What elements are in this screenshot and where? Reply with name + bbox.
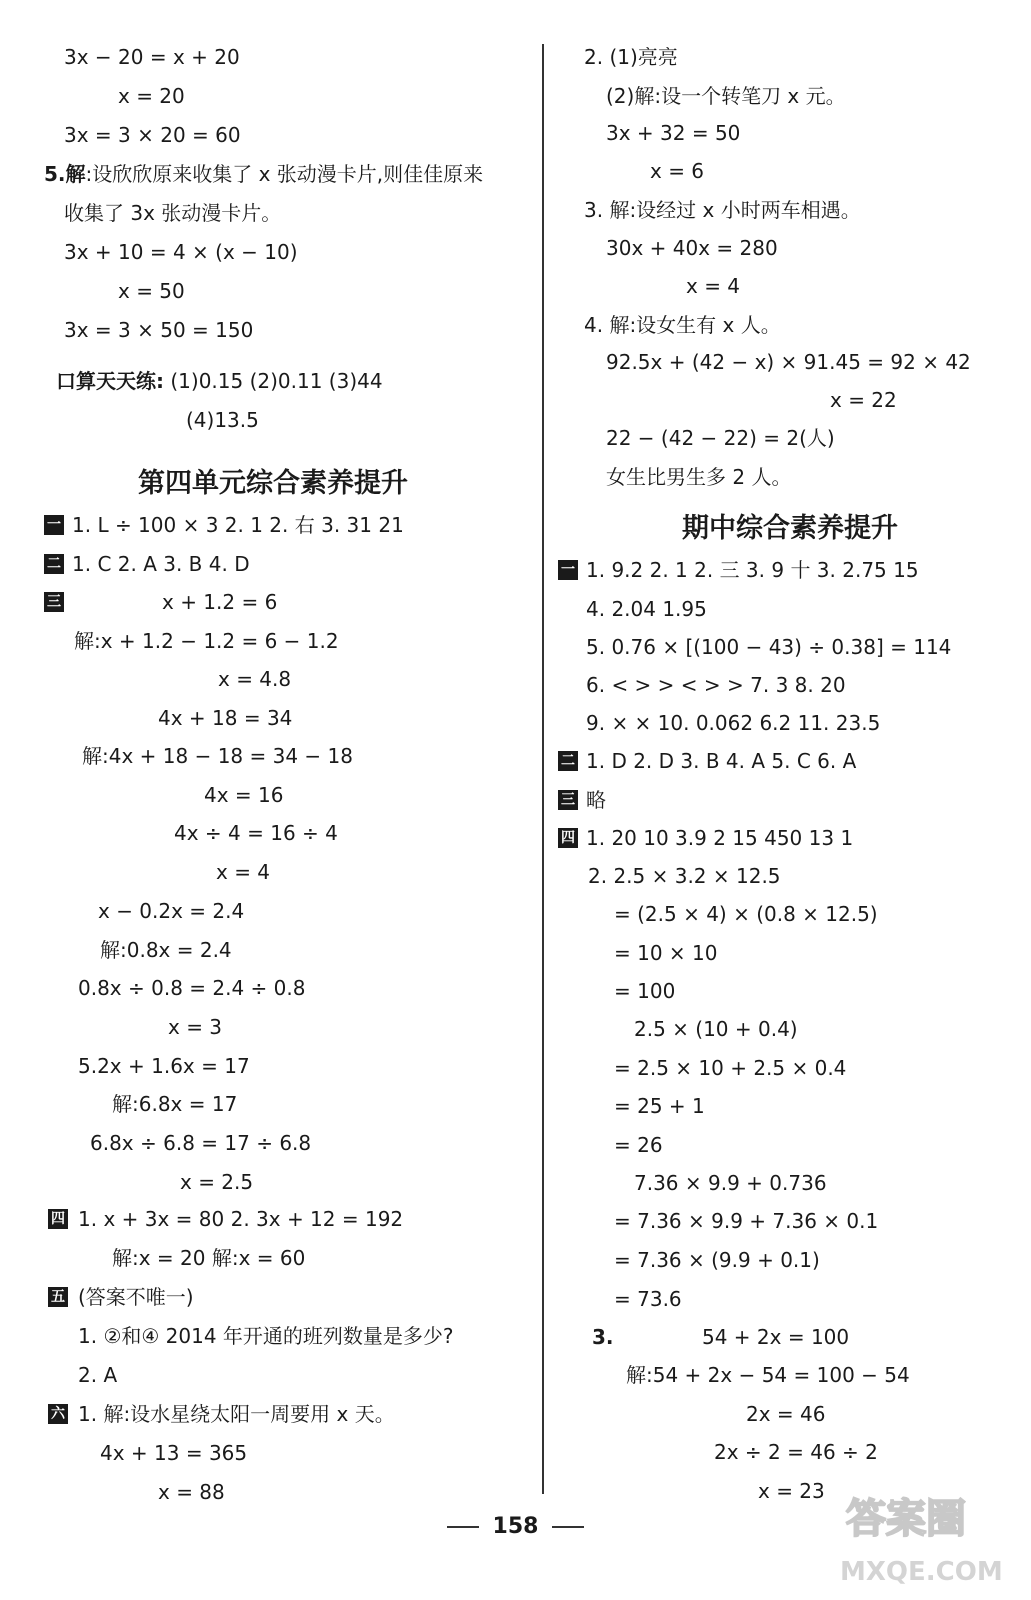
answer-line: 2. (1)亮亮 (584, 45, 678, 69)
answer-line: 1. x + 3x = 80 2. 3x + 12 = 192 (78, 1207, 404, 1231)
column-divider (542, 44, 544, 1494)
problem-number: 5. (44, 162, 66, 186)
watermark-url: MXQE.COM (840, 1557, 1003, 1587)
section-box-2: 二 (44, 554, 64, 574)
eq-line: 3x − 20 = x + 20 (64, 45, 240, 69)
section-box-3: 三 (44, 592, 64, 612)
kousuan-line (56, 368, 383, 394)
eq-line: x = 4 (686, 274, 741, 298)
kousuan-answers: (4)13.5 (186, 408, 259, 432)
eq-line: 2x ÷ 2 = 46 ÷ 2 (714, 1440, 878, 1464)
eq-line: 解:x + 1.2 − 1.2 = 6 − 1.2 (74, 629, 339, 653)
problem-number: 3. (592, 1325, 614, 1349)
calc-line: = 2.5 × 10 + 2.5 × 0.4 (614, 1056, 847, 1080)
calc-line: = 73.6 (614, 1287, 682, 1311)
calc-line: 7.36 × 9.9 + 0.736 (634, 1171, 827, 1195)
watermark-logo (836, 1480, 1016, 1590)
answer-line: 4. 2.04 1.95 (586, 597, 707, 621)
eq-line: 4x + 18 = 34 (158, 706, 293, 730)
answer-line: 1. C 2. A 3. B 4. D (72, 552, 250, 576)
answer-line: 1. ②和④ 2014 年开通的班列数量是多少? (78, 1324, 454, 1348)
eq-line: x = 6 (650, 159, 705, 183)
calc-line: = 25 + 1 (614, 1094, 705, 1118)
section-box-5: 五 (48, 1287, 68, 1307)
answer-line: 1. L ÷ 100 × 3 2. 1 2. 右 3. 31 21 (72, 513, 404, 537)
eq-line: 0.8x ÷ 0.8 = 2.4 ÷ 0.8 (78, 976, 306, 1000)
eq-line: x = 88 (158, 1480, 225, 1504)
eq-line: 30x + 40x = 280 (606, 236, 778, 260)
problem-5 (44, 161, 483, 187)
eq-line: x = 23 (758, 1479, 825, 1503)
calc-line: = 7.36 × (9.9 + 0.1) (614, 1248, 820, 1272)
eq-line: x = 3 (168, 1015, 223, 1039)
watermark-text: 答案圈 (846, 1496, 966, 1542)
answer-line: 6. < > > < > > 7. 3 8. 20 (586, 673, 846, 697)
answer-line: 5. 0.76 × [(100 − 43) ÷ 0.38] = 114 (586, 635, 952, 659)
page-dash (447, 1526, 479, 1528)
answer-line: 9. × × 10. 0.062 6.2 11. 23.5 (586, 711, 881, 735)
midterm-title: 期中综合素养提升 (682, 513, 898, 544)
answer-line: 1. 解:设水星绕太阳一周要用 x 天。 (78, 1402, 395, 1426)
eq-line: 3x = 3 × 20 = 60 (64, 123, 241, 147)
problem-text: 收集了 3x 张动漫卡片。 (64, 201, 282, 225)
section-box-4: 四 (558, 828, 578, 848)
eq-line: 4x + 13 = 365 (100, 1441, 248, 1465)
eq-line: 54 + 2x = 100 (702, 1325, 850, 1349)
eq-line: x = 20 (118, 84, 185, 108)
calc-line: = 100 (614, 979, 676, 1003)
answer-line: 2. A (78, 1363, 118, 1387)
answer-line: (2)解:设一个转笔刀 x 元。 (606, 84, 846, 108)
kousuan-label: 口算天天练: (56, 369, 164, 393)
eq-line: 6.8x ÷ 6.8 = 17 ÷ 6.8 (90, 1131, 312, 1155)
page-dash (552, 1526, 584, 1528)
answer-line: 3. 解:设经过 x 小时两车相遇。 (584, 198, 861, 222)
eq-line: 5.2x + 1.6x = 17 (78, 1054, 250, 1078)
eq-line: 3x + 10 = 4 × (x − 10) (64, 240, 298, 264)
section-box-1: 一 (44, 515, 64, 535)
section-box-2: 二 (558, 751, 578, 771)
eq-line: 92.5x + (42 − x) × 91.45 = 92 × 42 (606, 350, 971, 374)
calc-line: = 26 (614, 1133, 663, 1157)
answer-line: 1. D 2. D 3. B 4. A 5. C 6. A (586, 749, 857, 773)
eq-line: x − 0.2x = 2.4 (98, 899, 245, 923)
section-box-4: 四 (48, 1209, 68, 1229)
eq-line: x = 2.5 (180, 1170, 254, 1194)
eq-line: 4x = 16 (204, 783, 284, 807)
eq-line: 解:0.8x = 2.4 (100, 938, 232, 962)
calc-line: = 10 × 10 (614, 941, 718, 965)
eq-line: 22 − (42 − 22) = 2(人) (606, 426, 835, 450)
answer-line: 1. 9.2 2. 1 2. 三 3. 9 十 3. 2.75 15 (586, 558, 919, 582)
answer-line: 略 (586, 788, 606, 812)
problem-text: :设欣欣原来收集了 x 张动漫卡片,则佳佳原来 (85, 162, 484, 186)
eq-line: x = 4.8 (218, 667, 292, 691)
eq-line: 4x ÷ 4 = 16 ÷ 4 (174, 821, 338, 845)
kousuan-answers: (1)0.15 (2)0.11 (3)44 (170, 369, 383, 393)
answer-line: 1. 20 10 3.9 2 15 450 13 1 (586, 826, 854, 850)
calc-line: = (2.5 × 4) × (0.8 × 12.5) (614, 902, 878, 926)
calc-line: 2. 2.5 × 3.2 × 12.5 (588, 864, 781, 888)
eq-line: x + 1.2 = 6 (162, 590, 278, 614)
eq-line: 2x = 46 (746, 1402, 826, 1426)
answer-line: 女生比男生多 2 人。 (606, 465, 792, 489)
section-box-6: 六 (48, 1404, 68, 1424)
eq-line: x = 4 (216, 860, 271, 884)
eq-line: 解:54 + 2x − 54 = 100 − 54 (626, 1363, 910, 1387)
eq-line: 3x + 32 = 50 (606, 121, 741, 145)
eq-line: 3x = 3 × 50 = 150 (64, 318, 254, 342)
section-box-1: 一 (558, 560, 578, 580)
answer-line: 4. 解:设女生有 x 人。 (584, 313, 781, 337)
unit4-title: 第四单元综合素养提升 (138, 468, 408, 499)
solve-keyword: 解 (65, 162, 86, 186)
eq-line: 解:6.8x = 17 (112, 1092, 238, 1116)
calc-line: = 7.36 × 9.9 + 7.36 × 0.1 (614, 1209, 879, 1233)
eq-line: x = 50 (118, 279, 185, 303)
calc-line: 2.5 × (10 + 0.4) (634, 1017, 798, 1041)
eq-line: x = 22 (830, 388, 897, 412)
answer-line: 解:x = 20 解:x = 60 (112, 1246, 306, 1270)
page-number-value: 158 (492, 1514, 539, 1539)
section-note: (答案不唯一) (78, 1285, 194, 1309)
section-box-3: 三 (558, 790, 578, 810)
eq-line: 解:4x + 18 − 18 = 34 − 18 (82, 744, 353, 768)
